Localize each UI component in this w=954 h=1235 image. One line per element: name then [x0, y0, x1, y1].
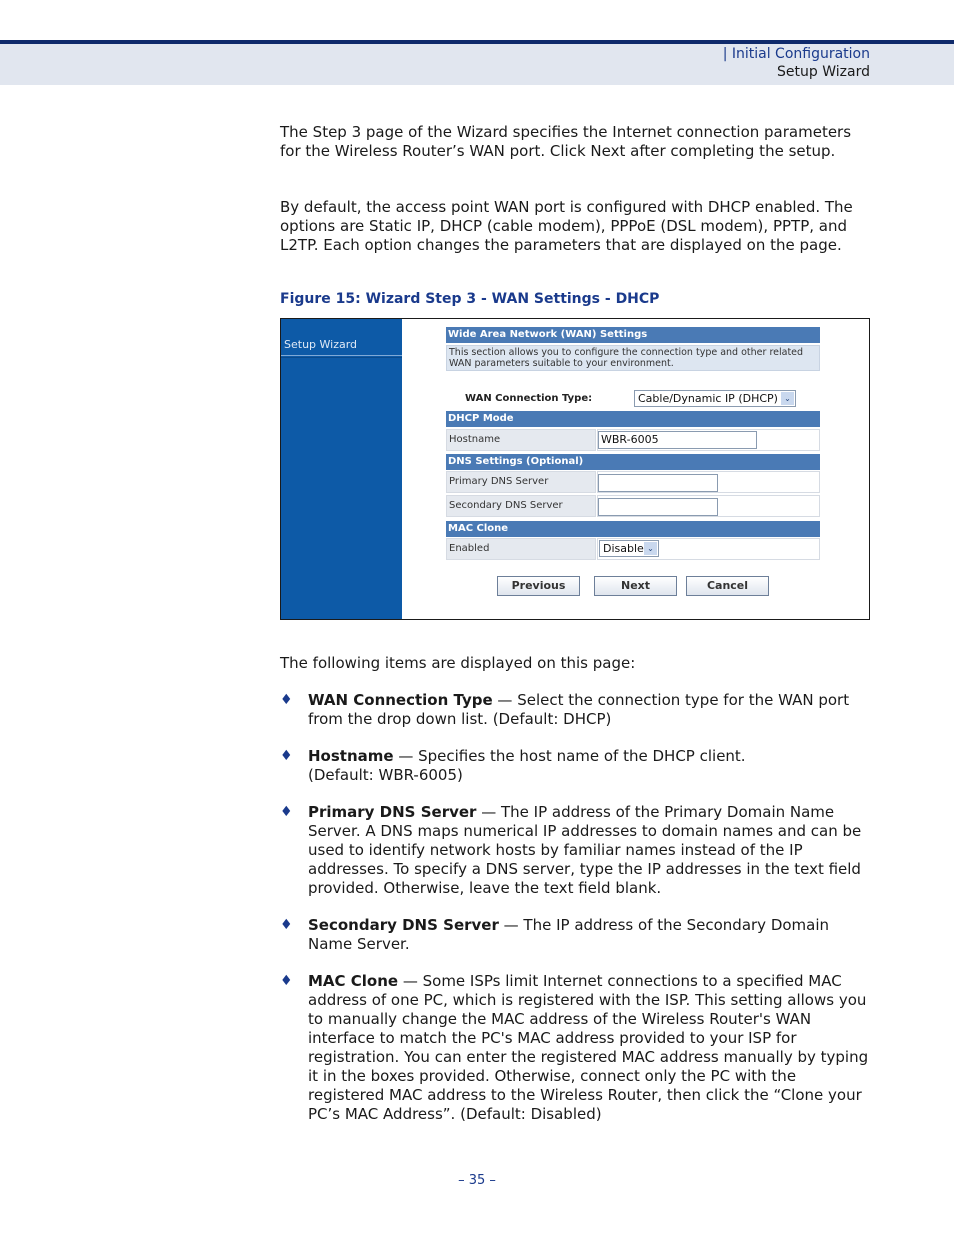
previous-button[interactable]: Previous: [497, 576, 580, 596]
wizard-sidebar: [281, 319, 402, 619]
mac-clone-enabled-select[interactable]: [599, 540, 659, 557]
hostname-input[interactable]: WBR-6005: [598, 431, 757, 449]
chevron-down-icon: ⌄: [644, 542, 657, 555]
wan-connection-type-label: WAN Connection Type:: [465, 393, 593, 404]
description: — Select the connection type for the WAN port from the drop down list. (Default: DHCP): [308, 691, 850, 728]
bullet-icon: ♦: [280, 748, 293, 764]
bullet-icon: ♦: [280, 917, 293, 933]
cancel-button[interactable]: Cancel: [686, 576, 769, 596]
term: Hostname: [308, 747, 394, 765]
items-intro: The following items are displayed on this page:: [280, 654, 636, 672]
wan-settings-description: This section allows you to configure the connection type and other related WAN parameters suitable to your environment.: [446, 345, 820, 371]
header-section: | Initial Configuration: [722, 46, 870, 62]
description: — Specifies the host name of the DHCP client.: [393, 747, 746, 765]
term: MAC Clone: [308, 972, 399, 990]
page-number: – 35 –: [458, 1173, 496, 1188]
wan-connection-type-value: Cable/Dynamic IP (DHCP): [638, 392, 778, 405]
list-item-hostname: [308, 747, 870, 785]
primary-dns-input[interactable]: [598, 474, 718, 492]
bullet-icon: ♦: [280, 804, 293, 820]
hostname-label: Hostname: [446, 429, 596, 451]
term: Secondary DNS Server: [308, 916, 499, 934]
description: — The IP address of the Primary Domain Name Server. A DNS maps numerical IP addresses to domain names and can be used to identify network hosts by familiar names instead of the IP addresses. To specify a DNS server, type the IP addresses in the text field provided. Otherwise, leave the text field blank.: [308, 803, 862, 897]
next-button[interactable]: Next: [594, 576, 677, 596]
sidebar-divider: [281, 355, 402, 356]
description: — The IP address of the Secondary Domain Name Server.: [308, 916, 830, 953]
description: — Some ISPs limit Internet connections to a specified MAC address of one PC, which is registered with the ISP. This setting allows you to manually change the MAC address of the Wireless Router's WAN interface to match the PC's MAC address provided to your ISP for registration. You can enter the registered MAC address manually by typing it in the boxes provided. Otherwise, connect only the PC with the registered MAC address to the Wireless Router, then click the “Clone your PC’s MAC Address”. (Default: Disabled): [308, 972, 869, 1123]
list-item-primary-dns: [308, 803, 870, 898]
secondary-dns-label: Secondary DNS Server: [446, 495, 596, 517]
list-item-wan-connection-type: [308, 691, 870, 729]
mac-clone-enabled-value: Disable: [603, 542, 644, 555]
list-item-secondary-dns: [308, 916, 870, 954]
dns-settings-heading: DNS Settings (Optional): [446, 454, 820, 470]
intro-paragraph-1: The Step 3 page of the Wizard specifies the Internet connection parameters for the Wireless Router’s WAN port. Click Next after completing the setup.: [280, 123, 852, 160]
bullet-icon: ♦: [280, 692, 293, 708]
primary-dns-label: Primary DNS Server: [446, 471, 596, 493]
dhcp-mode-heading: DHCP Mode: [446, 411, 820, 427]
sidebar-divider-shadow: [281, 357, 402, 358]
header-subsection: Setup Wizard: [777, 64, 870, 80]
sidebar-item-setup-wizard[interactable]: Setup Wizard: [284, 338, 358, 351]
figure-caption: Figure 15: Wizard Step 3 - WAN Settings - DHCP: [280, 291, 660, 307]
chevron-down-icon: ⌄: [781, 392, 794, 405]
figure-screenshot: [280, 318, 870, 620]
list-item-mac-clone: [308, 972, 870, 1124]
bullet-icon: ♦: [280, 973, 293, 989]
description-default: (Default: WBR-6005): [308, 766, 463, 784]
wan-settings-heading: Wide Area Network (WAN) Settings: [446, 327, 820, 343]
secondary-dns-input[interactable]: [598, 498, 718, 516]
wan-connection-type-select[interactable]: [634, 390, 796, 407]
term: Primary DNS Server: [308, 803, 477, 821]
mac-clone-heading: MAC Clone: [446, 521, 820, 537]
mac-clone-enabled-label: Enabled: [446, 538, 596, 560]
intro-paragraph-2: By default, the access point WAN port is configured with DHCP enabled. The options are Static IP, DHCP (cable modem), PPPoE (DSL modem), PPTP, and L2TP. Each option changes the parameters that are displayed on the page.: [280, 198, 853, 254]
term: WAN Connection Type: [308, 691, 493, 709]
